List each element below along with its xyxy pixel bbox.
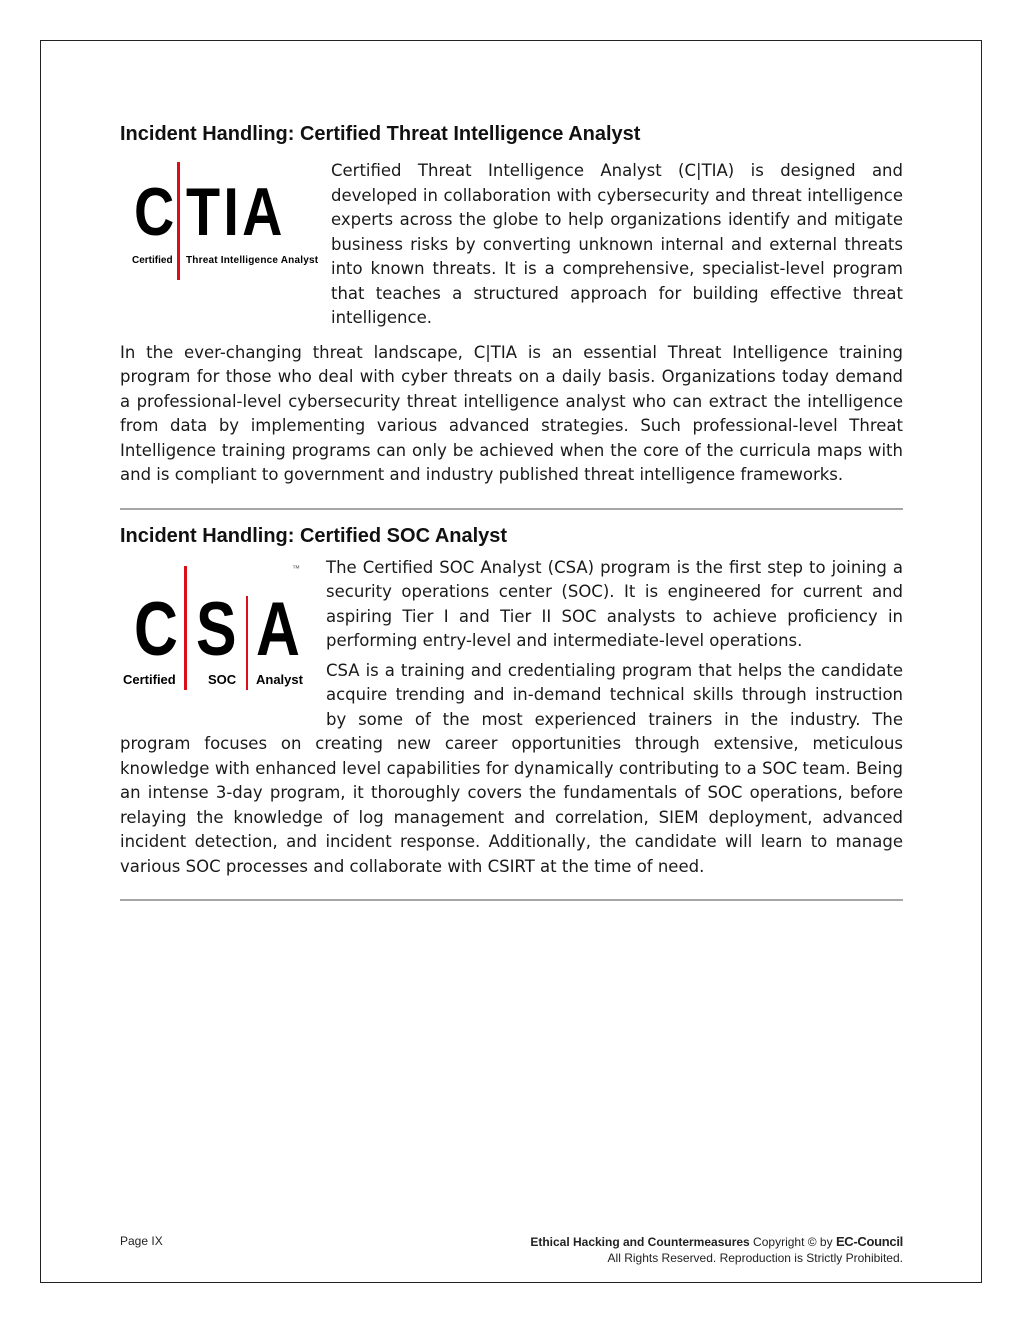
page-content [120, 120, 903, 901]
csa-body [120, 556, 903, 880]
csa-logo [120, 556, 326, 710]
ctia-paragraph-2: In the ever-changing threat landscape, C|TIA is an essential Threat Intelligence training program for those who deal with cyber threats on a daily basis. Organizations today demand a professional-level cybersecurity threat intelligence analyst who can extract the intelligence from data by implementing various advanced strategies. Such professional-level Threat Intelligence training programs can only be achieved when the core of the curricula maps with and is compliant to government and industry published threat intelligence frameworks. [120, 342, 903, 484]
csa-logo-soc: SOC [208, 671, 237, 687]
csa-logo-a: A [256, 586, 300, 672]
ctia-paragraph-1: Certified Threat Intelligence Analyst (C|TIA) is designed and developed in collaboration with cybersecurity and threat intelligence experts across the globe to help organizations identify and mitigate business risks by converting unknown internal and external threats into known threats. It is a comprehensive, specialist-level program that teaches a structured approach for building effective threat intelligence. [331, 161, 903, 327]
csa-logo-s: S [196, 586, 237, 672]
ctia-intro [120, 154, 903, 331]
copyright-line [530, 1234, 903, 1250]
section-heading-csa: Incident Handling: Certified SOC Analyst [120, 524, 508, 547]
section-divider-2 [120, 899, 903, 901]
ctia-logo-c: C [134, 174, 175, 250]
ctia-logo-tagline: Threat Intelligence Analyst [186, 255, 319, 266]
section-divider-1 [120, 508, 903, 510]
ctia-logo-tia: TIA [186, 174, 286, 250]
section-heading-ctia: Incident Handling: Certified Threat Intelligence Analyst [120, 123, 641, 145]
csa-logo-tm: ™ [292, 563, 300, 573]
csa-logo-analyst: Analyst [256, 671, 303, 687]
course-title: Ethical Hacking and Countermeasures [530, 1235, 750, 1249]
ec-council-logo-text: EC-Council [835, 1234, 903, 1249]
csa-paragraph-1: The Certified SOC Analyst (CSA) program is the first step to joining a security operations center (SOC). It is engineered for current and aspiring Tier I and Tier II SOC analysts to achieve proficiency in performing entry-level and intermediate-level operations. [326, 557, 903, 650]
csa-paragraph-2: CSA is a training and credentialing program that helps the candidate acquire trending and in-demand technical skills through instruction by some of the most experienced trainers in the industry. The program focuses on creating new career opportunities through extensive, meticulous knowledge with enhanced level capabilities for dynamically contributing to a SOC team. Being an intense 3-day program, it thoroughly covers the fundamentals of SOC operations, before relaying the knowledge of log management and correlation, SIEM deployment, advanced incident detection, and incident response. Additionally, the candidate will learn to manage various SOC processes and collaborate with CSIRT at the time of need. [120, 660, 903, 876]
copyright-text: Copyright © by [749, 1235, 836, 1249]
csa-logo-c: C [134, 586, 178, 672]
rights-line: All Rights Reserved. Reproduction is Strictly Prohibited. [607, 1251, 903, 1265]
copyright-notice [530, 1234, 903, 1266]
page-number: Page IX [120, 1234, 163, 1248]
ctia-logo-divider [177, 162, 180, 280]
ctia-logo-certified: Certified [132, 255, 173, 266]
csa-logo-divider-2 [246, 596, 248, 690]
csa-logo-divider-1 [184, 566, 187, 690]
ctia-logo [120, 154, 331, 280]
csa-logo-certified: Certified [123, 671, 176, 687]
